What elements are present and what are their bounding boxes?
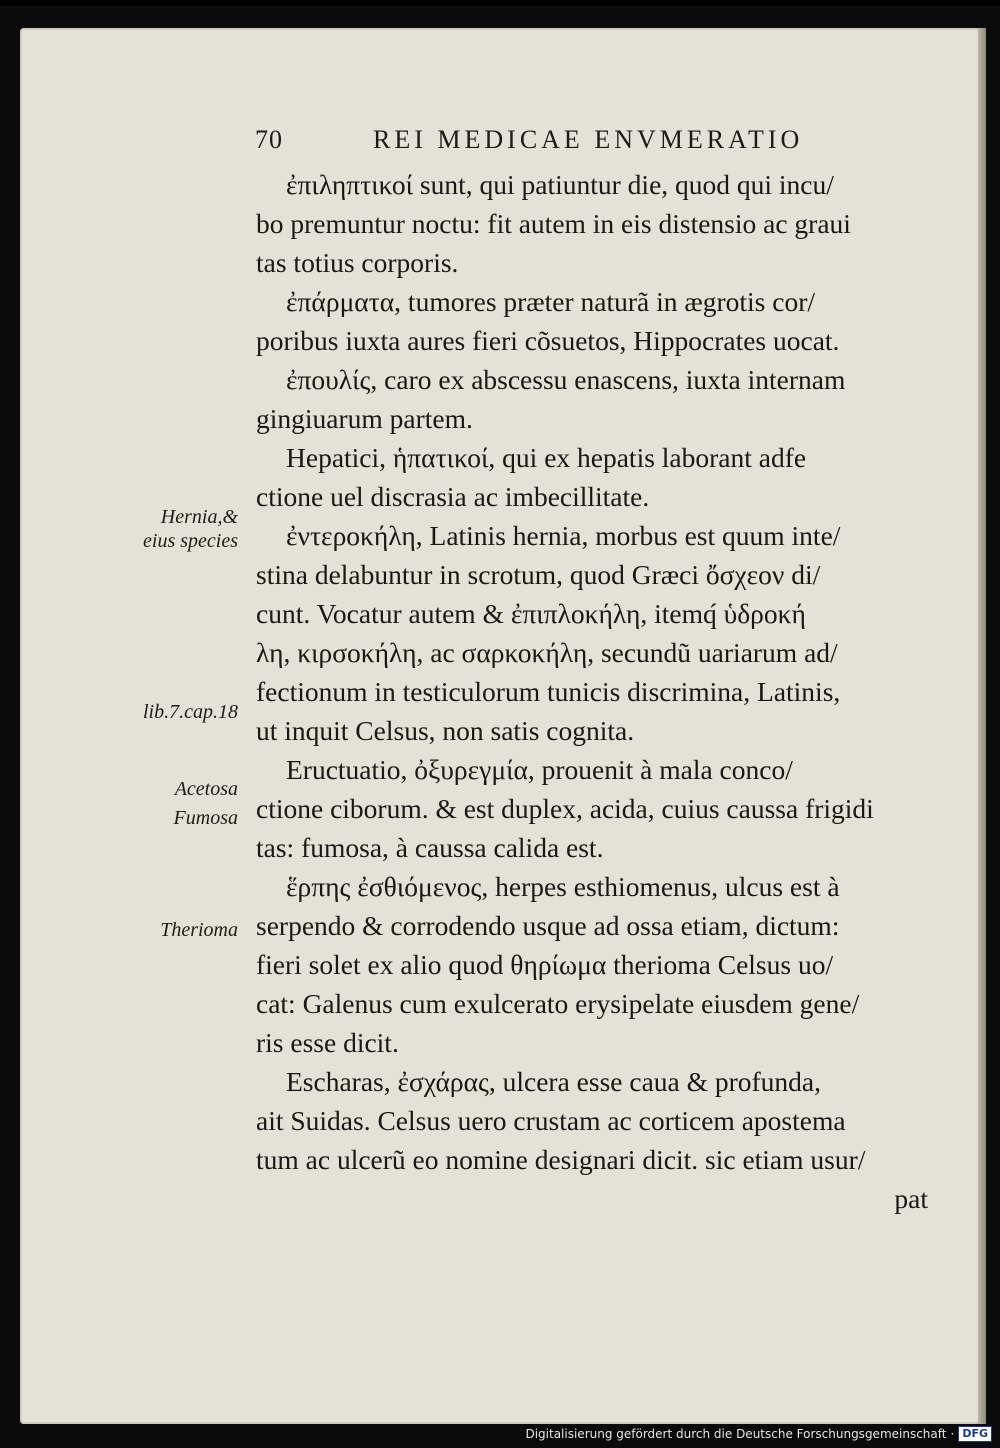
text-line: ctione uel discrasia ac imbecillitate. bbox=[256, 481, 650, 512]
text-line: ait Suidas. Celsus uero crustam ac corticem apostema bbox=[256, 1105, 846, 1136]
margin-note-therioma: Therioma bbox=[160, 919, 238, 941]
margin-note-hernia: Hernia,& eius species bbox=[143, 506, 238, 552]
text-line: poribus iuxta aures fieri cõsuetos, Hippocrates uocat. bbox=[256, 325, 840, 356]
text-line: tas totius corporis. bbox=[256, 247, 459, 278]
text-line: ut inquit Celsus, non satis cognita. bbox=[256, 715, 635, 746]
text-line: ἐπιληπτικοί sunt, qui patiuntur die, quod qui incu/ bbox=[286, 169, 834, 200]
text-line: ris esse dicit. bbox=[256, 1027, 399, 1058]
text-line: serpendo & corrodendo usque ad ossa etiam, dictum: bbox=[256, 910, 840, 941]
text-line: ctione ciborum. & est duplex, acida, cuius caussa frigidi bbox=[256, 793, 874, 824]
text-line: ἐπουλίς, caro ex abscessu enascens, iuxta internam bbox=[286, 364, 846, 395]
text-line: cunt. Vocatur autem & ἐπιπλοκήλη, itemq́ ὑδροκή bbox=[256, 598, 806, 629]
margin-note-celsus-ref: lib.7.cap.18 bbox=[143, 701, 238, 723]
page-number: 70 bbox=[255, 125, 283, 154]
text-line: λη, κιρσοκήλη, ac σαρκοκήλη, secundũ uariarum ad/ bbox=[256, 637, 838, 668]
digitization-footer: Digitalisierung gefördert durch die Deutsche Forschungsgemeinschaft · DFG bbox=[525, 1424, 992, 1444]
text-line: ἕρπης ἐσθιόμενος, herpes esthiomenus, ulcus est à bbox=[286, 871, 840, 902]
footer-text: Digitalisierung gefördert durch die Deutsche Forschungsgemeinschaft bbox=[525, 1427, 947, 1441]
dfg-logo-icon: DFG bbox=[958, 1426, 992, 1442]
catchword: pat bbox=[894, 1183, 928, 1214]
text-line: tas: fumosa, à caussa calida est. bbox=[256, 832, 604, 863]
margin-note-fumosa: Fumosa bbox=[173, 807, 238, 829]
text-line: cat: Galenus cum exulcerato erysipelate eiusdem gene/ bbox=[256, 988, 860, 1019]
running-title: REI MEDICAE ENVMERATIO bbox=[373, 125, 804, 154]
page-edge bbox=[978, 28, 986, 1424]
text-line: stina delabuntur in scrotum, quod Græci ὄσχεον di/ bbox=[256, 559, 821, 590]
text-line: Eructuatio, ὀξυρεγμία, prouenit à mala conco/ bbox=[286, 754, 793, 785]
main-text bbox=[256, 165, 928, 1218]
text-line: fieri solet ex alio quod θηρίωμα therioma Celsus uo/ bbox=[256, 949, 834, 980]
text-line: ἐπάρματα, tumores præter naturã in ægrotis cor/ bbox=[286, 286, 815, 317]
text-line: bo premuntur noctu: fit autem in eis distensio ac graui bbox=[256, 208, 851, 239]
text-line: tum ac ulcerũ eo nomine designari dicit. sic etiam usur/ bbox=[256, 1144, 866, 1175]
text-line: Hepatici, ἡπατικοί, qui ex hepatis laborant adfe bbox=[286, 442, 807, 473]
scan-border-top bbox=[0, 0, 1000, 6]
text-line: fectionum in testiculorum tunicis discrimina, Latinis, bbox=[256, 676, 841, 707]
text-line: ἐντεροκήλη, Latinis hernia, morbus est quum inte/ bbox=[286, 520, 841, 551]
text-line: gingiuarum partem. bbox=[256, 403, 473, 434]
text-line: Escharas, ἐσχάρας, ulcera esse caua & profunda, bbox=[286, 1066, 822, 1097]
margin-note-acetosa: Acetosa bbox=[174, 778, 238, 800]
